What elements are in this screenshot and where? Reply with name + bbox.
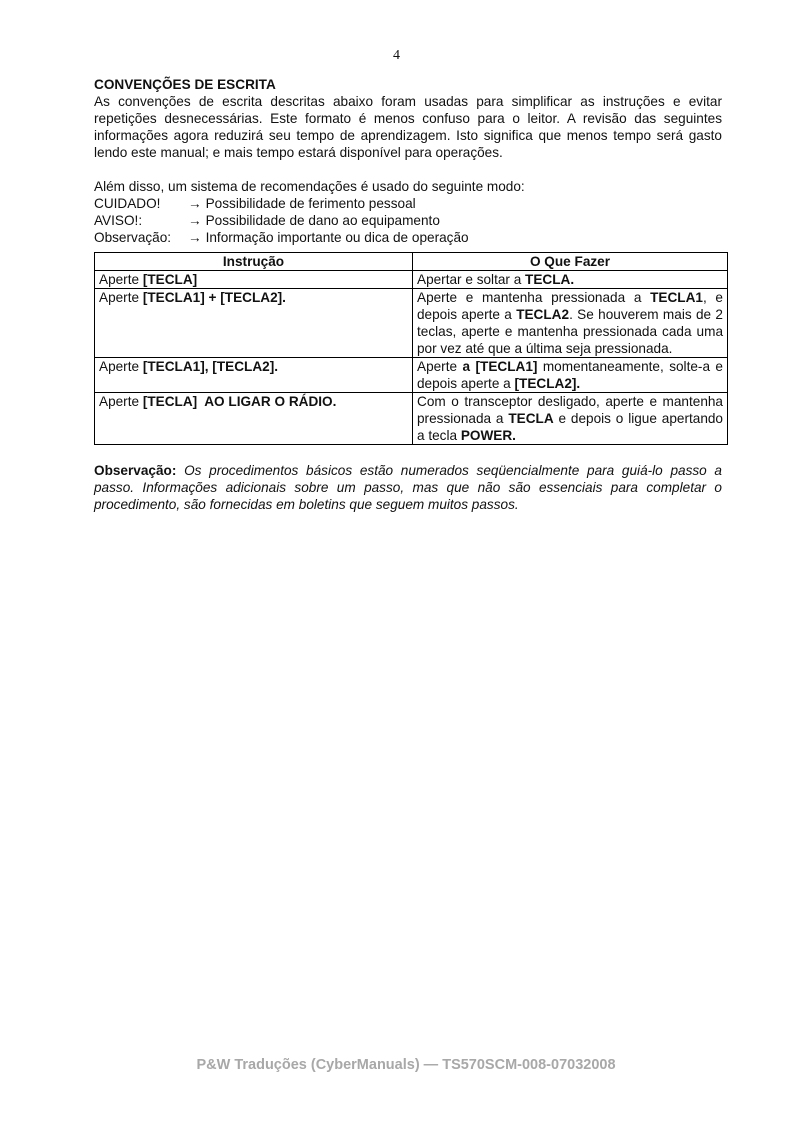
instruction-prefix: Aperte [99,272,143,287]
instruction-key: [TECLA] AO LIGAR O RÁDIO. [142,394,337,409]
action-text: Aperte e mantenha pressionada a [417,290,651,305]
recommend-intro: Além disso, um sistema de recomendações é usado do seguinte modo: [94,179,525,194]
action-key: [TECLA2]. [514,376,581,391]
instruction-cell [95,289,413,358]
page-content [94,76,727,527]
action-cell [413,289,728,358]
legend-label: CUIDADO! [94,196,161,211]
instruction-cell [95,271,413,289]
action-cell [413,393,728,445]
legend-list [94,195,722,246]
column-header-instrucao: Instrução [95,253,413,271]
action-key: TECLA. [525,272,575,287]
table-row [95,358,728,393]
instruction-key: [TECLA1] + [TECLA2]. [142,290,286,305]
arrow-icon: → [188,213,202,228]
action-text: momentaneamente, solte-a e depois aperte a [417,359,727,391]
action-key: POWER. [460,428,516,443]
table-row [95,393,728,445]
legend-item [94,195,722,212]
table-header-row [95,253,728,271]
action-key: TECLA1 [650,290,703,305]
column-header-o-que-fazer: O Que Fazer [413,253,728,271]
action-key: a [TECLA1] [462,359,538,374]
action-key: TECLA2 [516,307,570,322]
arrow-icon: → [188,196,202,211]
arrow-icon: → [188,230,202,245]
action-text: Aperte [417,359,463,374]
section-title: CONVENÇÕES DE ESCRITA [94,77,276,92]
action-key: TECLA [508,411,554,426]
page-number: 4 [393,48,400,63]
instruction-prefix: Aperte [99,359,143,374]
legend-text: Informação importante ou dica de operação [205,230,469,245]
instruction-key: [TECLA1], [TECLA2]. [142,359,279,374]
legend-label: AVISO!: [94,213,143,228]
action-text: . Se houverem mais de 2 teclas, aperte e mantenha pressionada cada uma por vez até que a última seja pressionada. [417,307,727,356]
legend-text: Possibilidade de ferimento pessoal [205,196,416,211]
legend-text: Possibilidade de dano ao equipamento [205,213,440,228]
action-text: , e depois aperte a [417,290,727,322]
instruction-cell [95,358,413,393]
action-text: Com o transceptor desligado, aperte e mantenha pressionada a [417,394,727,426]
table-row [95,289,728,358]
legend-label: Observação: [94,230,172,245]
table-body [95,271,728,445]
intro-paragraph: As convenções de escrita descritas abaixo foram usadas para simplificar as instruções e evitar repetições desnecessárias. Este formato é menos confuso para o leitor. A revisão das seguintes informações agora reduzirá seu tempo de aprendizagem. Isto significa que menos tempo será gasto lendo este manual; e mais tempo estará disponível para operações. [94,94,722,160]
note-paragraph [94,462,722,513]
note-label: Observação: [94,463,177,478]
instruction-prefix: Aperte [99,290,143,305]
action-text: e depois o ligue apertando a tecla [417,411,727,443]
note-text: Os procedimentos básicos estão numerados seqüencialmente para guiá-lo passo a passo. Informações adicionais sobre um passo, mas que não são essenciais para completar o procedimento, são fornecidas em boletins que seguem muitos passos. [94,463,722,512]
instruction-cell [95,393,413,445]
instruction-key: [TECLA] [142,272,198,287]
action-cell [413,358,728,393]
legend-item [94,229,722,246]
instruction-prefix: Aperte [99,394,143,409]
action-cell [413,271,728,289]
footer: P&W Traduções (CyberManuals) — TS570SCM-008-07032008 [196,1057,616,1073]
legend-item [94,212,722,229]
action-text: Apertar e soltar a [417,272,526,287]
instruction-table [94,252,728,445]
table-row [95,271,728,289]
